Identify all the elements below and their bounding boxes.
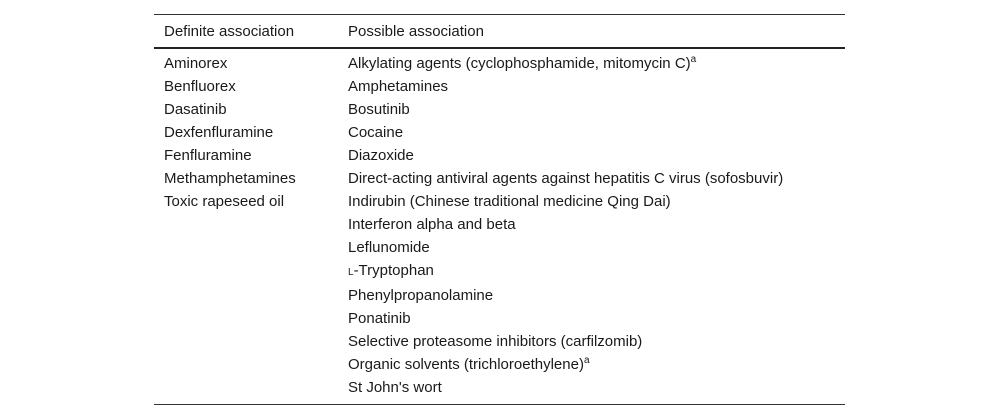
definite-cell (154, 376, 338, 405)
definite-cell (154, 213, 338, 236)
definite-cell (154, 259, 338, 284)
possible-cell (338, 48, 845, 75)
possible-cell: Bosutinib (348, 101, 410, 118)
table-row (154, 307, 845, 330)
definite-cell (154, 284, 338, 307)
possible-cell (338, 353, 845, 376)
header-row (154, 15, 845, 49)
small-caps-prefix: L (348, 267, 354, 278)
possible-cell: Amphetamines (348, 78, 449, 95)
definite-cell: Dasatinib (164, 101, 227, 118)
table-row (154, 75, 845, 98)
definite-cell (154, 307, 338, 330)
possible-cell: Phenylpropanolamine (348, 287, 494, 304)
definite-cell: Aminorex (164, 55, 228, 72)
table-row (154, 236, 845, 259)
footnote-marker: a (690, 54, 697, 65)
possible-cell: St John's wort (348, 379, 442, 396)
definite-cell: Benfluorex (164, 78, 236, 95)
possible-cell: Leflunomide (348, 239, 430, 256)
table-row (154, 190, 845, 213)
possible-text: Organic solvents (trichloroethylene) (348, 356, 584, 373)
drug-association-table (154, 14, 845, 405)
table-row (154, 48, 845, 75)
definite-cell (154, 236, 338, 259)
definite-cell: Dexfenfluramine (164, 124, 274, 141)
header-possible-association: Possible association (348, 23, 484, 40)
table-row (154, 98, 845, 121)
possible-text: Alkylating agents (cyclophosphamide, mitomycin C) (348, 55, 691, 72)
possible-cell: Ponatinib (348, 310, 411, 327)
definite-cell: Methamphetamines (164, 170, 296, 187)
definite-cell: Toxic rapeseed oil (164, 193, 285, 210)
footnote-marker: a (583, 355, 590, 366)
table-row (154, 353, 845, 376)
table-row (154, 284, 845, 307)
definite-cell: Fenfluramine (164, 147, 252, 164)
table-row (154, 330, 845, 353)
possible-cell: Diazoxide (348, 147, 414, 164)
table-row (154, 259, 845, 284)
table-row (154, 121, 845, 144)
table-header (154, 15, 845, 49)
possible-cell (338, 259, 845, 284)
possible-cell: Cocaine (348, 124, 404, 141)
table-row (154, 167, 845, 190)
possible-cell: Direct-acting antiviral agents against hepatitis C virus (sofosbuvir) (348, 170, 784, 187)
possible-cell: Selective proteasome inhibitors (carfilzomib) (348, 333, 643, 350)
possible-text: -Tryptophan (353, 262, 434, 279)
table-row (154, 144, 845, 167)
table-row (154, 376, 845, 405)
header-definite-association: Definite association (164, 23, 295, 40)
possible-cell: Interferon alpha and beta (348, 216, 516, 233)
possible-cell: Indirubin (Chinese traditional medicine Qing Dai) (348, 193, 671, 210)
definite-cell (154, 353, 338, 376)
drug-association-table-container (154, 14, 845, 405)
definite-cell (154, 330, 338, 353)
table-body (154, 48, 845, 405)
table-row (154, 213, 845, 236)
